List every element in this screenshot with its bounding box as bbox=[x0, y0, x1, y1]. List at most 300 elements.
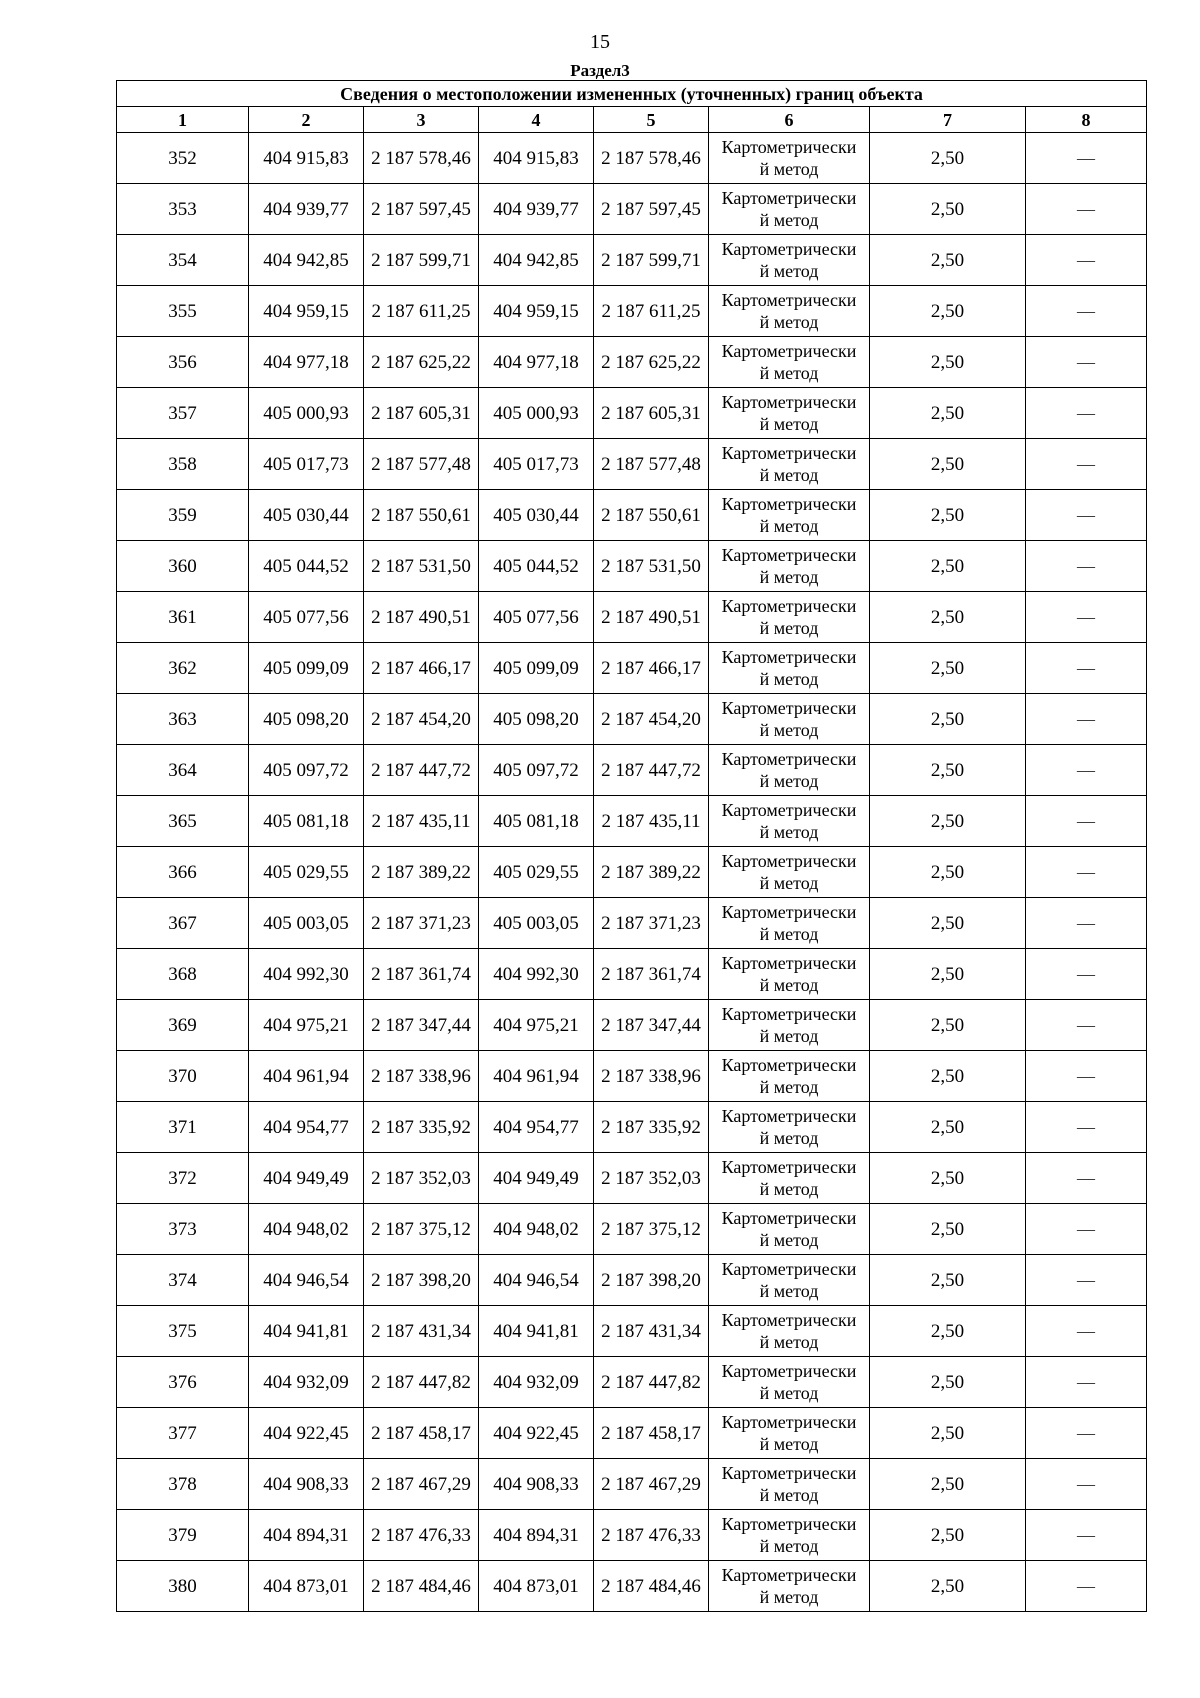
x-refined-cell: 405 030,44 bbox=[479, 490, 594, 541]
method-cell bbox=[709, 796, 870, 847]
x-refined-cell: 404 873,01 bbox=[479, 1561, 594, 1612]
x-refined-cell: 404 948,02 bbox=[479, 1204, 594, 1255]
y-refined-cell: 2 187 458,17 bbox=[594, 1408, 709, 1459]
table-row bbox=[117, 847, 1147, 898]
description-cell: — bbox=[1026, 694, 1147, 745]
method-line-2: й метод bbox=[759, 771, 819, 791]
x-refined-cell: 404 961,94 bbox=[479, 1051, 594, 1102]
method-cell bbox=[709, 1510, 870, 1561]
method-cell bbox=[709, 592, 870, 643]
table-row bbox=[117, 286, 1147, 337]
accuracy-cell: 2,50 bbox=[870, 1102, 1026, 1153]
method-cell bbox=[709, 286, 870, 337]
x-existing-cell: 405 077,56 bbox=[249, 592, 364, 643]
method-line-2: й метод bbox=[759, 873, 819, 893]
x-existing-cell: 405 030,44 bbox=[249, 490, 364, 541]
y-refined-cell: 2 187 447,82 bbox=[594, 1357, 709, 1408]
point-number-cell: 364 bbox=[117, 745, 249, 796]
method-cell bbox=[709, 388, 870, 439]
point-number-cell: 353 bbox=[117, 184, 249, 235]
method-cell bbox=[709, 898, 870, 949]
table-body bbox=[117, 133, 1147, 1612]
method-line-2: й метод bbox=[759, 975, 819, 995]
table-row bbox=[117, 1204, 1147, 1255]
table-row bbox=[117, 1561, 1147, 1612]
method-cell bbox=[709, 235, 870, 286]
method-line-2: й метод bbox=[759, 159, 819, 179]
accuracy-cell: 2,50 bbox=[870, 1204, 1026, 1255]
point-number-cell: 361 bbox=[117, 592, 249, 643]
y-existing-cell: 2 187 599,71 bbox=[364, 235, 479, 286]
y-refined-cell: 2 187 577,48 bbox=[594, 439, 709, 490]
description-cell: — bbox=[1026, 643, 1147, 694]
x-existing-cell: 405 099,09 bbox=[249, 643, 364, 694]
description-cell: — bbox=[1026, 796, 1147, 847]
description-cell: — bbox=[1026, 1153, 1147, 1204]
method-line-1: Картометрически bbox=[721, 698, 857, 718]
x-refined-cell: 405 044,52 bbox=[479, 541, 594, 592]
y-existing-cell: 2 187 454,20 bbox=[364, 694, 479, 745]
method-cell bbox=[709, 541, 870, 592]
accuracy-cell: 2,50 bbox=[870, 643, 1026, 694]
point-number-cell: 354 bbox=[117, 235, 249, 286]
description-cell: — bbox=[1026, 490, 1147, 541]
method-cell bbox=[709, 1051, 870, 1102]
accuracy-cell: 2,50 bbox=[870, 490, 1026, 541]
x-existing-cell: 404 977,18 bbox=[249, 337, 364, 388]
accuracy-cell: 2,50 bbox=[870, 541, 1026, 592]
description-cell: — bbox=[1026, 1051, 1147, 1102]
method-cell bbox=[709, 1357, 870, 1408]
x-existing-cell: 404 873,01 bbox=[249, 1561, 364, 1612]
table-row bbox=[117, 1306, 1147, 1357]
y-refined-cell: 2 187 447,72 bbox=[594, 745, 709, 796]
x-refined-cell: 405 017,73 bbox=[479, 439, 594, 490]
y-existing-cell: 2 187 605,31 bbox=[364, 388, 479, 439]
x-refined-cell: 405 000,93 bbox=[479, 388, 594, 439]
method-line-1: Картометрически bbox=[721, 1565, 857, 1585]
y-refined-cell: 2 187 375,12 bbox=[594, 1204, 709, 1255]
table-caption: Сведения о местоположении измененных (уточненных) границ объекта bbox=[117, 81, 1147, 107]
table-row bbox=[117, 184, 1147, 235]
method-line-2: й метод bbox=[759, 1485, 819, 1505]
table-row bbox=[117, 1153, 1147, 1204]
description-cell: — bbox=[1026, 337, 1147, 388]
x-refined-cell: 404 939,77 bbox=[479, 184, 594, 235]
method-line-2: й метод bbox=[759, 1026, 819, 1046]
y-refined-cell: 2 187 578,46 bbox=[594, 133, 709, 184]
y-existing-cell: 2 187 467,29 bbox=[364, 1459, 479, 1510]
y-refined-cell: 2 187 599,71 bbox=[594, 235, 709, 286]
y-existing-cell: 2 187 338,96 bbox=[364, 1051, 479, 1102]
x-refined-cell: 405 077,56 bbox=[479, 592, 594, 643]
point-number-cell: 376 bbox=[117, 1357, 249, 1408]
x-existing-cell: 405 097,72 bbox=[249, 745, 364, 796]
y-refined-cell: 2 187 625,22 bbox=[594, 337, 709, 388]
table-row bbox=[117, 796, 1147, 847]
method-line-1: Картометрически bbox=[721, 137, 857, 157]
y-refined-cell: 2 187 431,34 bbox=[594, 1306, 709, 1357]
x-refined-cell: 404 946,54 bbox=[479, 1255, 594, 1306]
x-refined-cell: 405 098,20 bbox=[479, 694, 594, 745]
point-number-cell: 377 bbox=[117, 1408, 249, 1459]
table-row bbox=[117, 1000, 1147, 1051]
method-cell bbox=[709, 1204, 870, 1255]
y-existing-cell: 2 187 578,46 bbox=[364, 133, 479, 184]
x-existing-cell: 404 908,33 bbox=[249, 1459, 364, 1510]
point-number-cell: 380 bbox=[117, 1561, 249, 1612]
x-refined-cell: 404 915,83 bbox=[479, 133, 594, 184]
y-refined-cell: 2 187 347,44 bbox=[594, 1000, 709, 1051]
method-line-2: й метод bbox=[759, 516, 819, 536]
accuracy-cell: 2,50 bbox=[870, 1561, 1026, 1612]
table-row bbox=[117, 337, 1147, 388]
accuracy-cell: 2,50 bbox=[870, 1153, 1026, 1204]
x-refined-cell: 404 894,31 bbox=[479, 1510, 594, 1561]
y-existing-cell: 2 187 531,50 bbox=[364, 541, 479, 592]
method-line-2: й метод bbox=[759, 618, 819, 638]
method-line-1: Картометрически bbox=[721, 239, 857, 259]
method-line-2: й метод bbox=[759, 1281, 819, 1301]
y-refined-cell: 2 187 361,74 bbox=[594, 949, 709, 1000]
y-existing-cell: 2 187 371,23 bbox=[364, 898, 479, 949]
accuracy-cell: 2,50 bbox=[870, 286, 1026, 337]
point-number-cell: 371 bbox=[117, 1102, 249, 1153]
method-line-2: й метод bbox=[759, 1536, 819, 1556]
x-existing-cell: 404 915,83 bbox=[249, 133, 364, 184]
y-existing-cell: 2 187 476,33 bbox=[364, 1510, 479, 1561]
method-cell bbox=[709, 1255, 870, 1306]
x-refined-cell: 404 942,85 bbox=[479, 235, 594, 286]
y-refined-cell: 2 187 454,20 bbox=[594, 694, 709, 745]
method-cell bbox=[709, 1153, 870, 1204]
y-refined-cell: 2 187 338,96 bbox=[594, 1051, 709, 1102]
point-number-cell: 352 bbox=[117, 133, 249, 184]
x-refined-cell: 404 949,49 bbox=[479, 1153, 594, 1204]
description-cell: — bbox=[1026, 1357, 1147, 1408]
method-cell bbox=[709, 1000, 870, 1051]
point-number-cell: 365 bbox=[117, 796, 249, 847]
y-existing-cell: 2 187 625,22 bbox=[364, 337, 479, 388]
table-row bbox=[117, 694, 1147, 745]
description-cell: — bbox=[1026, 541, 1147, 592]
accuracy-cell: 2,50 bbox=[870, 898, 1026, 949]
point-number-cell: 374 bbox=[117, 1255, 249, 1306]
x-refined-cell: 404 975,21 bbox=[479, 1000, 594, 1051]
method-cell bbox=[709, 184, 870, 235]
method-cell bbox=[709, 490, 870, 541]
y-refined-cell: 2 187 352,03 bbox=[594, 1153, 709, 1204]
accuracy-cell: 2,50 bbox=[870, 337, 1026, 388]
x-existing-cell: 404 948,02 bbox=[249, 1204, 364, 1255]
column-header: 8 bbox=[1026, 107, 1147, 133]
method-line-1: Картометрически bbox=[721, 1412, 857, 1432]
accuracy-cell: 2,50 bbox=[870, 847, 1026, 898]
y-existing-cell: 2 187 398,20 bbox=[364, 1255, 479, 1306]
method-cell bbox=[709, 337, 870, 388]
x-existing-cell: 404 975,21 bbox=[249, 1000, 364, 1051]
y-existing-cell: 2 187 335,92 bbox=[364, 1102, 479, 1153]
y-existing-cell: 2 187 361,74 bbox=[364, 949, 479, 1000]
y-refined-cell: 2 187 398,20 bbox=[594, 1255, 709, 1306]
accuracy-cell: 2,50 bbox=[870, 133, 1026, 184]
x-existing-cell: 404 949,49 bbox=[249, 1153, 364, 1204]
x-refined-cell: 404 922,45 bbox=[479, 1408, 594, 1459]
point-number-cell: 367 bbox=[117, 898, 249, 949]
method-line-2: й метод bbox=[759, 1587, 819, 1607]
y-refined-cell: 2 187 466,17 bbox=[594, 643, 709, 694]
table-row bbox=[117, 592, 1147, 643]
table-row bbox=[117, 1357, 1147, 1408]
y-existing-cell: 2 187 352,03 bbox=[364, 1153, 479, 1204]
boundary-coordinates-table bbox=[116, 80, 1147, 1612]
method-line-1: Картометрически bbox=[721, 1157, 857, 1177]
section-title: Раздел3 bbox=[570, 61, 630, 80]
point-number-cell: 356 bbox=[117, 337, 249, 388]
method-line-2: й метод bbox=[759, 1383, 819, 1403]
table-row bbox=[117, 949, 1147, 1000]
y-existing-cell: 2 187 466,17 bbox=[364, 643, 479, 694]
x-existing-cell: 405 003,05 bbox=[249, 898, 364, 949]
method-line-1: Картометрически bbox=[721, 341, 857, 361]
page-number: 15 bbox=[590, 31, 610, 53]
point-number-cell: 360 bbox=[117, 541, 249, 592]
method-line-2: й метод bbox=[759, 312, 819, 332]
x-refined-cell: 404 977,18 bbox=[479, 337, 594, 388]
x-existing-cell: 405 000,93 bbox=[249, 388, 364, 439]
accuracy-cell: 2,50 bbox=[870, 949, 1026, 1000]
accuracy-cell: 2,50 bbox=[870, 1408, 1026, 1459]
method-line-1: Картометрически bbox=[721, 749, 857, 769]
x-existing-cell: 405 081,18 bbox=[249, 796, 364, 847]
x-existing-cell: 404 941,81 bbox=[249, 1306, 364, 1357]
method-cell bbox=[709, 949, 870, 1000]
method-line-1: Картометрически bbox=[721, 290, 857, 310]
x-refined-cell: 405 099,09 bbox=[479, 643, 594, 694]
description-cell: — bbox=[1026, 388, 1147, 439]
table-row bbox=[117, 439, 1147, 490]
method-line-1: Картометрически bbox=[721, 443, 857, 463]
x-refined-cell: 404 932,09 bbox=[479, 1357, 594, 1408]
x-existing-cell: 405 044,52 bbox=[249, 541, 364, 592]
y-refined-cell: 2 187 389,22 bbox=[594, 847, 709, 898]
y-refined-cell: 2 187 335,92 bbox=[594, 1102, 709, 1153]
y-existing-cell: 2 187 490,51 bbox=[364, 592, 479, 643]
table-row bbox=[117, 1510, 1147, 1561]
method-line-2: й метод bbox=[759, 261, 819, 281]
method-line-2: й метод bbox=[759, 720, 819, 740]
method-line-1: Картометрически bbox=[721, 851, 857, 871]
description-cell: — bbox=[1026, 592, 1147, 643]
method-cell bbox=[709, 1306, 870, 1357]
x-existing-cell: 404 961,94 bbox=[249, 1051, 364, 1102]
method-line-1: Картометрически bbox=[721, 188, 857, 208]
accuracy-cell: 2,50 bbox=[870, 439, 1026, 490]
y-refined-cell: 2 187 467,29 bbox=[594, 1459, 709, 1510]
accuracy-cell: 2,50 bbox=[870, 592, 1026, 643]
table-row bbox=[117, 388, 1147, 439]
x-refined-cell: 404 908,33 bbox=[479, 1459, 594, 1510]
description-cell: — bbox=[1026, 1306, 1147, 1357]
y-refined-cell: 2 187 435,11 bbox=[594, 796, 709, 847]
point-number-cell: 359 bbox=[117, 490, 249, 541]
method-line-2: й метод bbox=[759, 1128, 819, 1148]
table-row bbox=[117, 1255, 1147, 1306]
x-refined-cell: 405 097,72 bbox=[479, 745, 594, 796]
description-cell: — bbox=[1026, 286, 1147, 337]
description-cell: — bbox=[1026, 745, 1147, 796]
method-line-1: Картометрически bbox=[721, 800, 857, 820]
y-existing-cell: 2 187 577,48 bbox=[364, 439, 479, 490]
x-refined-cell: 404 941,81 bbox=[479, 1306, 594, 1357]
accuracy-cell: 2,50 bbox=[870, 1510, 1026, 1561]
method-line-2: й метод bbox=[759, 822, 819, 842]
point-number-cell: 357 bbox=[117, 388, 249, 439]
method-line-2: й метод bbox=[759, 210, 819, 230]
description-cell: — bbox=[1026, 1561, 1147, 1612]
description-cell: — bbox=[1026, 1204, 1147, 1255]
y-existing-cell: 2 187 597,45 bbox=[364, 184, 479, 235]
method-cell bbox=[709, 745, 870, 796]
point-number-cell: 362 bbox=[117, 643, 249, 694]
x-refined-cell: 404 992,30 bbox=[479, 949, 594, 1000]
boundary-table-container bbox=[116, 80, 1146, 1612]
point-number-cell: 355 bbox=[117, 286, 249, 337]
point-number-cell: 379 bbox=[117, 1510, 249, 1561]
accuracy-cell: 2,50 bbox=[870, 745, 1026, 796]
method-line-2: й метод bbox=[759, 567, 819, 587]
y-existing-cell: 2 187 375,12 bbox=[364, 1204, 479, 1255]
x-existing-cell: 404 932,09 bbox=[249, 1357, 364, 1408]
description-cell: — bbox=[1026, 1510, 1147, 1561]
x-refined-cell: 405 081,18 bbox=[479, 796, 594, 847]
y-existing-cell: 2 187 447,72 bbox=[364, 745, 479, 796]
description-cell: — bbox=[1026, 235, 1147, 286]
x-existing-cell: 404 894,31 bbox=[249, 1510, 364, 1561]
column-header: 2 bbox=[249, 107, 364, 133]
accuracy-cell: 2,50 bbox=[870, 1051, 1026, 1102]
table-row bbox=[117, 1459, 1147, 1510]
table-row bbox=[117, 1408, 1147, 1459]
description-cell: — bbox=[1026, 1408, 1147, 1459]
method-line-1: Картометрически bbox=[721, 1055, 857, 1075]
description-cell: — bbox=[1026, 847, 1147, 898]
y-existing-cell: 2 187 435,11 bbox=[364, 796, 479, 847]
description-cell: — bbox=[1026, 898, 1147, 949]
y-existing-cell: 2 187 550,61 bbox=[364, 490, 479, 541]
table-row bbox=[117, 643, 1147, 694]
description-cell: — bbox=[1026, 1000, 1147, 1051]
table-row bbox=[117, 541, 1147, 592]
method-line-2: й метод bbox=[759, 1077, 819, 1097]
description-cell: — bbox=[1026, 949, 1147, 1000]
column-header: 6 bbox=[709, 107, 870, 133]
table-row bbox=[117, 1051, 1147, 1102]
y-existing-cell: 2 187 447,82 bbox=[364, 1357, 479, 1408]
column-header: 7 bbox=[870, 107, 1026, 133]
x-refined-cell: 404 959,15 bbox=[479, 286, 594, 337]
method-line-1: Картометрически bbox=[721, 1259, 857, 1279]
x-refined-cell: 404 954,77 bbox=[479, 1102, 594, 1153]
method-line-1: Картометрически bbox=[721, 392, 857, 412]
y-existing-cell: 2 187 611,25 bbox=[364, 286, 479, 337]
method-cell bbox=[709, 694, 870, 745]
method-line-2: й метод bbox=[759, 1332, 819, 1352]
table-row bbox=[117, 235, 1147, 286]
method-line-2: й метод bbox=[759, 465, 819, 485]
method-line-1: Картометрически bbox=[721, 494, 857, 514]
y-existing-cell: 2 187 347,44 bbox=[364, 1000, 479, 1051]
column-header: 5 bbox=[594, 107, 709, 133]
y-existing-cell: 2 187 431,34 bbox=[364, 1306, 479, 1357]
method-line-1: Картометрически bbox=[721, 1004, 857, 1024]
method-cell bbox=[709, 1459, 870, 1510]
description-cell: — bbox=[1026, 1459, 1147, 1510]
table-row bbox=[117, 898, 1147, 949]
method-cell bbox=[709, 439, 870, 490]
table-row bbox=[117, 490, 1147, 541]
method-line-2: й метод bbox=[759, 363, 819, 383]
x-existing-cell: 405 098,20 bbox=[249, 694, 364, 745]
description-cell: — bbox=[1026, 1102, 1147, 1153]
y-refined-cell: 2 187 597,45 bbox=[594, 184, 709, 235]
accuracy-cell: 2,50 bbox=[870, 694, 1026, 745]
method-line-1: Картометрически bbox=[721, 953, 857, 973]
method-line-2: й метод bbox=[759, 669, 819, 689]
column-header-row bbox=[117, 107, 1147, 133]
point-number-cell: 372 bbox=[117, 1153, 249, 1204]
point-number-cell: 366 bbox=[117, 847, 249, 898]
method-line-2: й метод bbox=[759, 414, 819, 434]
method-line-1: Картометрически bbox=[721, 647, 857, 667]
point-number-cell: 373 bbox=[117, 1204, 249, 1255]
method-line-1: Картометрически bbox=[721, 545, 857, 565]
x-existing-cell: 404 954,77 bbox=[249, 1102, 364, 1153]
method-line-1: Картометрически bbox=[721, 1310, 857, 1330]
x-existing-cell: 405 017,73 bbox=[249, 439, 364, 490]
x-existing-cell: 404 922,45 bbox=[249, 1408, 364, 1459]
method-line-2: й метод bbox=[759, 1179, 819, 1199]
description-cell: — bbox=[1026, 1255, 1147, 1306]
y-existing-cell: 2 187 458,17 bbox=[364, 1408, 479, 1459]
method-line-1: Картометрически bbox=[721, 1208, 857, 1228]
y-refined-cell: 2 187 490,51 bbox=[594, 592, 709, 643]
accuracy-cell: 2,50 bbox=[870, 1255, 1026, 1306]
method-line-1: Картометрически bbox=[721, 1463, 857, 1483]
description-cell: — bbox=[1026, 184, 1147, 235]
method-cell bbox=[709, 1408, 870, 1459]
accuracy-cell: 2,50 bbox=[870, 184, 1026, 235]
method-line-1: Картометрически bbox=[721, 902, 857, 922]
accuracy-cell: 2,50 bbox=[870, 235, 1026, 286]
x-refined-cell: 405 029,55 bbox=[479, 847, 594, 898]
table-row bbox=[117, 745, 1147, 796]
x-existing-cell: 405 029,55 bbox=[249, 847, 364, 898]
y-refined-cell: 2 187 550,61 bbox=[594, 490, 709, 541]
method-cell bbox=[709, 643, 870, 694]
y-refined-cell: 2 187 484,46 bbox=[594, 1561, 709, 1612]
x-existing-cell: 404 959,15 bbox=[249, 286, 364, 337]
method-cell bbox=[709, 847, 870, 898]
accuracy-cell: 2,50 bbox=[870, 796, 1026, 847]
method-line-1: Картометрически bbox=[721, 1106, 857, 1126]
column-header: 1 bbox=[117, 107, 249, 133]
y-existing-cell: 2 187 484,46 bbox=[364, 1561, 479, 1612]
point-number-cell: 363 bbox=[117, 694, 249, 745]
x-existing-cell: 404 946,54 bbox=[249, 1255, 364, 1306]
method-cell bbox=[709, 133, 870, 184]
point-number-cell: 378 bbox=[117, 1459, 249, 1510]
